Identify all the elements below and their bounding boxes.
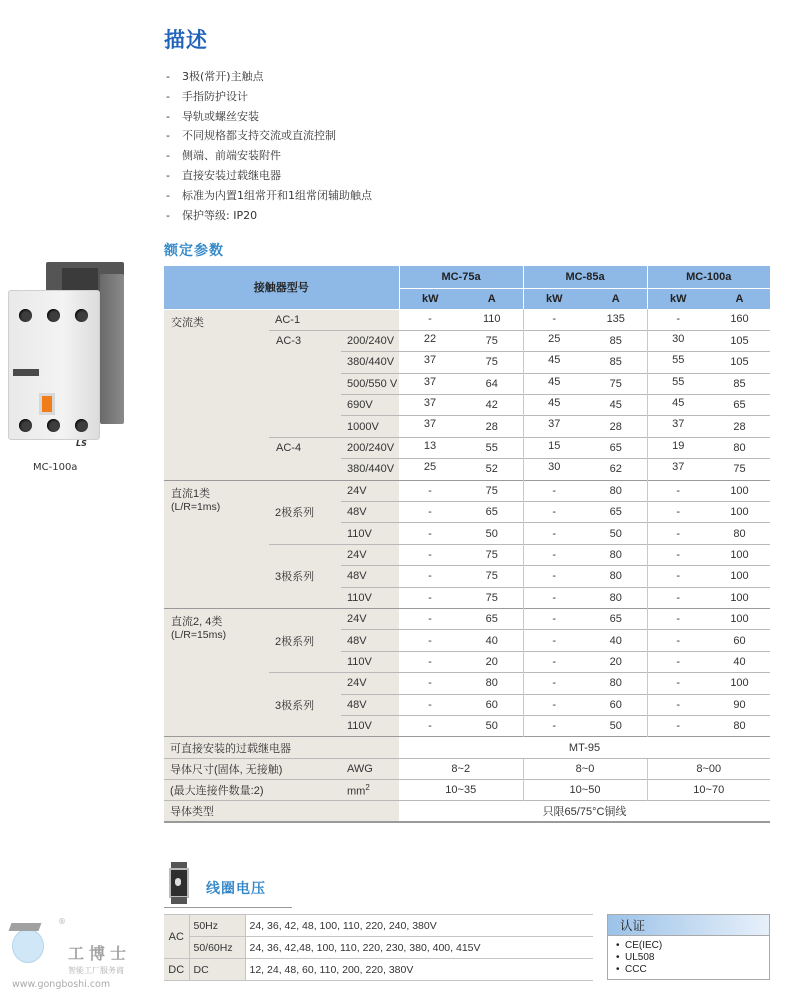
cell: 28 [585, 416, 647, 437]
cell: 75 [461, 352, 523, 373]
header-unit: A [709, 288, 770, 309]
cell: 160 [730, 313, 749, 326]
mm2-label [341, 780, 399, 801]
description-item: - 保护等级: IP20 [166, 208, 258, 222]
cell: - [647, 309, 709, 330]
product-model-plate [13, 369, 39, 376]
cell: 50 [585, 715, 647, 736]
voltage-label: 48V [341, 566, 399, 587]
description-item: - 3极(常开)主触点 [166, 70, 264, 83]
certification-item: • CE(IEC) [616, 940, 769, 952]
cell: 85 [709, 373, 770, 394]
cell: 37 [523, 416, 585, 437]
cell: 90 [709, 694, 770, 715]
cell: 80 [585, 566, 647, 587]
cell: 25 [523, 330, 585, 351]
terminal-hole [75, 419, 88, 432]
cell: - [399, 587, 461, 608]
product-side [100, 274, 124, 424]
cell: - [523, 523, 585, 544]
description-item: - 手指防护设计 [166, 89, 248, 103]
mm-unit-sup: 2 [365, 782, 370, 792]
coil-freq: DC [189, 959, 245, 981]
cell: 75 [461, 566, 523, 587]
voltage-label: 24V [341, 544, 399, 565]
terminal-hole [47, 419, 60, 432]
watermark-tagline: 智能工厂服务商 [68, 966, 124, 975]
certification-list [608, 936, 769, 976]
voltage-label: 48V [341, 502, 399, 523]
voltage-label: 48V [341, 630, 399, 651]
coil-type: DC [164, 959, 189, 981]
group-label-dc24 [164, 608, 269, 736]
coil-icon-core [175, 878, 181, 886]
pole-label: 2极系列 [269, 608, 341, 672]
cell: - [647, 651, 709, 672]
cell: 25 [399, 459, 461, 480]
cell: 37 [399, 416, 461, 437]
header-unit: kW [523, 288, 585, 309]
overload-label: 可直接安装的过载继电器 [164, 737, 399, 758]
voltage-label: 200/240V [341, 437, 399, 458]
cell: - [523, 694, 585, 715]
cell: - [399, 544, 461, 565]
cell: 37 [399, 373, 461, 394]
header-unit: A [461, 288, 523, 309]
conductor-sublabel: (最大连接件数量:2) [164, 780, 341, 801]
cell: - [523, 630, 585, 651]
table-row-conductor-mm2 [164, 780, 770, 801]
coil-values: 12, 24, 48, 60, 110, 200, 220, 380V [245, 959, 593, 981]
cell: 30 [523, 459, 585, 480]
pole-label: 3极系列 [269, 673, 341, 737]
cell: 85 [585, 330, 647, 351]
cell: 8~00 [647, 758, 770, 779]
cell: 75 [461, 587, 523, 608]
cell: - [523, 309, 585, 330]
description-item: - 导轨或螺丝安装 [166, 109, 259, 123]
cell: 8~2 [399, 758, 523, 779]
table-row-overload [164, 737, 770, 758]
cell: - [399, 566, 461, 587]
cell: 10~35 [399, 780, 523, 801]
watermark-brand: 工博士 [68, 944, 132, 963]
header-model: MC-100a [647, 266, 770, 288]
cell: 45 [523, 395, 585, 416]
voltage-label: 24V [341, 673, 399, 694]
cell: 75 [461, 330, 523, 351]
voltage-label [341, 309, 399, 330]
cell: 100 [709, 480, 770, 501]
header-unit: kW [647, 288, 709, 309]
cell: - [399, 502, 461, 523]
cell: - [399, 523, 461, 544]
cell: - [647, 608, 709, 629]
voltage-label: 48V [341, 694, 399, 715]
group-label-dc1 [164, 480, 269, 608]
cell: 19 [647, 437, 709, 458]
cell: - [647, 523, 709, 544]
header-model: MC-85a [523, 266, 647, 288]
dc24-label: 直流2, 4类 [171, 615, 223, 628]
cell: 75 [461, 544, 523, 565]
coil-voltage-title: 线圈电压 [206, 881, 266, 897]
conductor-type-label: 导体类型 [164, 801, 399, 822]
cell: - [523, 480, 585, 501]
cell: - [647, 630, 709, 651]
coil-voltage-table [164, 914, 593, 981]
cell: 80 [461, 673, 523, 694]
cell: 30 [647, 330, 709, 351]
category-label: AC-3 [269, 330, 341, 437]
voltage-label: 690V [341, 395, 399, 416]
cell: - [523, 715, 585, 736]
cell: 100 [709, 608, 770, 629]
header-model-label: 接触器型号 [164, 266, 399, 309]
overload-value: MT-95 [399, 737, 770, 758]
cell: - [428, 313, 432, 326]
cell: 52 [461, 459, 523, 480]
cell: - [523, 502, 585, 523]
coil-freq: 50/60Hz [189, 937, 245, 959]
cell: - [647, 544, 709, 565]
description-item: - 不同规格都支持交流或直流控制 [166, 129, 336, 143]
cell: 8~0 [523, 758, 647, 779]
cell: - [399, 608, 461, 629]
cell: 85 [585, 352, 647, 373]
table-row [164, 309, 770, 330]
cell: 105 [709, 330, 770, 351]
ls-logo: LS [76, 439, 87, 448]
certification-item: • UL508 [616, 952, 769, 964]
cell: 80 [585, 673, 647, 694]
cell: 20 [461, 651, 523, 672]
dc24-sublabel: (L/R=15ms) [171, 628, 227, 641]
mascot-icon [12, 929, 44, 963]
product-caption: MC-100a [33, 462, 78, 473]
cell: 75 [709, 459, 770, 480]
cell: 45 [585, 395, 647, 416]
description-item: - 标准为内置1组常开和1组常闭辅助触点 [166, 188, 372, 202]
dc1-sublabel: (L/R=1ms) [171, 500, 221, 513]
watermark-url: www.gongboshi.com [12, 979, 111, 990]
cell: 80 [585, 480, 647, 501]
cell: - [523, 587, 585, 608]
coil-type: AC [164, 915, 189, 959]
cell: 64 [461, 373, 523, 394]
cell: 100 [709, 566, 770, 587]
cell: - [523, 544, 585, 565]
cell: 50 [461, 523, 523, 544]
certification-item: • CCC [616, 964, 769, 976]
rated-params-table [164, 266, 770, 823]
mm-unit: mm [347, 785, 366, 798]
header-model: MC-75a [399, 266, 523, 288]
cell: 50 [461, 715, 523, 736]
cell: - [647, 694, 709, 715]
cell: - [399, 651, 461, 672]
table-row-conductor-awg [164, 758, 770, 779]
cell: 80 [709, 437, 770, 458]
description-title: 描述 [164, 28, 208, 52]
coil-values: 24, 36, 42, 48, 100, 110, 220, 240, 380V [245, 915, 593, 937]
cell: 75 [461, 480, 523, 501]
cell: - [647, 587, 709, 608]
cell: 55 [647, 352, 709, 373]
pole-label: 3极系列 [269, 544, 341, 608]
rated-params-title: 额定参数 [164, 243, 224, 259]
watermark-logo [8, 915, 138, 995]
cell: 60 [585, 694, 647, 715]
terminal-hole [19, 419, 32, 432]
pole-label: 2极系列 [269, 480, 341, 544]
cell: 20 [585, 651, 647, 672]
cell: 65 [585, 437, 647, 458]
awg-label: AWG [341, 758, 399, 779]
description-item: - 侧端、前端安装附件 [166, 149, 281, 163]
group-label-ac: 交流类 [164, 309, 269, 480]
header-unit: A [585, 288, 647, 309]
cell: 15 [523, 437, 585, 458]
cell: - [399, 715, 461, 736]
cell: 75 [585, 373, 647, 394]
cell: - [523, 608, 585, 629]
cell: 60 [461, 694, 523, 715]
coil-row [164, 937, 593, 959]
category-label: AC-4 [269, 437, 341, 480]
coil-title-divider [164, 907, 292, 908]
voltage-label: 380/440V [341, 459, 399, 480]
cell: - [399, 630, 461, 651]
cell: - [399, 694, 461, 715]
cell: 100 [709, 502, 770, 523]
table-row [164, 608, 770, 629]
cell: 10~50 [523, 780, 647, 801]
conductor-type-value: 只限65/75°C铜线 [399, 801, 770, 822]
coil-row [164, 959, 593, 981]
cell: 65 [709, 395, 770, 416]
product-body [8, 290, 100, 448]
cell: 65 [461, 608, 523, 629]
cell: 45 [523, 373, 585, 394]
cell: 45 [647, 395, 709, 416]
category-label: AC-1 [269, 309, 341, 330]
cell: 62 [585, 459, 647, 480]
cell: - [647, 715, 709, 736]
voltage-label: 380/440V [341, 352, 399, 373]
table-row [164, 480, 770, 501]
cell: 45 [523, 352, 585, 373]
dc1-label: 直流1类 [171, 487, 211, 500]
cell: 100 [709, 544, 770, 565]
cell: 65 [585, 608, 647, 629]
voltage-label: 110V [341, 651, 399, 672]
cell: 80 [585, 544, 647, 565]
cell: 40 [585, 630, 647, 651]
cell: 105 [709, 352, 770, 373]
certification-box [607, 914, 770, 980]
cell: 28 [709, 416, 770, 437]
description-list [166, 67, 372, 225]
conductor-label: 导体尺寸(固体, 无接触) [164, 758, 341, 779]
product-top-inner [62, 268, 98, 290]
terminal-hole [19, 309, 32, 322]
cell: 22 [399, 330, 461, 351]
registered-mark: ® [58, 917, 66, 926]
voltage-label: 24V [341, 480, 399, 501]
cell: 13 [399, 437, 461, 458]
cell: 37 [399, 352, 461, 373]
cell: 80 [709, 715, 770, 736]
voltage-label: 110V [341, 587, 399, 608]
cell: 80 [709, 523, 770, 544]
cell: - [523, 673, 585, 694]
cell: 100 [709, 673, 770, 694]
cell: 28 [461, 416, 523, 437]
cell: - [523, 651, 585, 672]
coil-icon-bottom [171, 897, 187, 904]
cell: 40 [709, 651, 770, 672]
cell: 50 [585, 523, 647, 544]
header-unit: kW [399, 288, 461, 309]
voltage-label: 110V [341, 715, 399, 736]
cell: - [399, 673, 461, 694]
cell: 40 [461, 630, 523, 651]
cell: 80 [585, 587, 647, 608]
cell: - [523, 566, 585, 587]
cell: 100 [709, 587, 770, 608]
voltage-label: 200/240V [341, 330, 399, 351]
cell: - [647, 480, 709, 501]
cell: 60 [709, 630, 770, 651]
coil-row [164, 915, 593, 937]
terminal-hole [75, 309, 88, 322]
cell: 65 [585, 502, 647, 523]
contactor-product-image [8, 262, 123, 448]
cell: - [399, 480, 461, 501]
voltage-label: 500/550 V [341, 373, 399, 394]
certification-title: 认证 [608, 915, 769, 936]
cell: 10~70 [647, 780, 770, 801]
cell: 55 [461, 437, 523, 458]
cell: 65 [461, 502, 523, 523]
cell: - [647, 673, 709, 694]
coil-freq: 50Hz [189, 915, 245, 937]
graduation-cap-icon [9, 923, 42, 931]
cell: 37 [647, 459, 709, 480]
cell: 110 [482, 313, 501, 326]
voltage-label: 24V [341, 608, 399, 629]
product-test-button [39, 393, 55, 415]
cell: - [647, 502, 709, 523]
cell: - [647, 566, 709, 587]
cell: 55 [647, 373, 709, 394]
description-item: - 直接安装过载继电器 [166, 168, 281, 182]
voltage-label: 1000V [341, 416, 399, 437]
voltage-label: 110V [341, 523, 399, 544]
cell: 37 [647, 416, 709, 437]
terminal-hole [47, 309, 60, 322]
cell: 37 [399, 395, 461, 416]
cell: 135 [606, 313, 625, 326]
coil-values: 24, 36, 42,48, 100, 110, 220, 230, 380, 400, 415V [245, 937, 593, 959]
table-row-conductor-type [164, 801, 770, 822]
cell: 42 [461, 395, 523, 416]
coil-icon [167, 862, 191, 904]
